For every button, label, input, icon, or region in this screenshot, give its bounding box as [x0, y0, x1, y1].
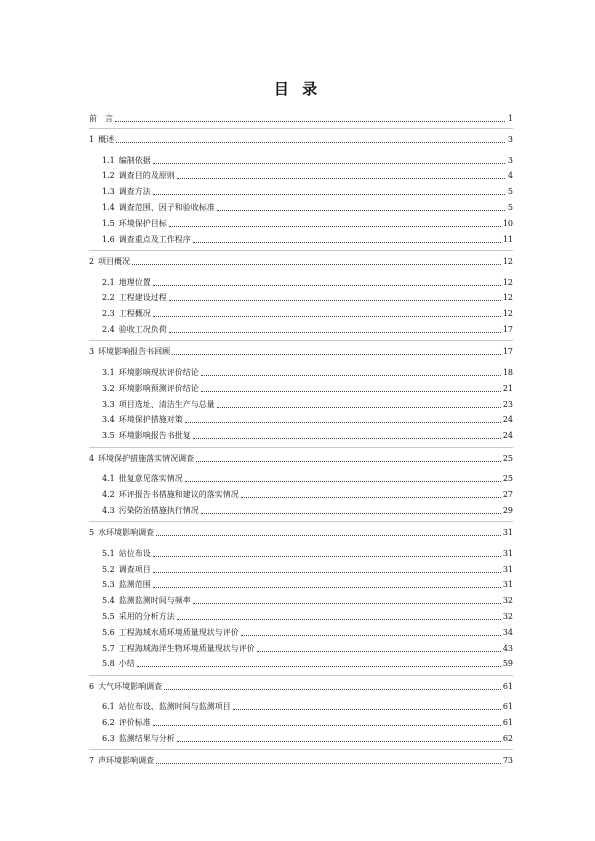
toc-section-entry[interactable] [102, 398, 513, 410]
toc-section-entry[interactable] [102, 291, 513, 303]
dot-leader [196, 461, 501, 462]
toc-entry-label: 环境保护措施对策 [118, 415, 183, 425]
toc-entry-page-number: 12 [502, 293, 513, 303]
chapter-divider [89, 749, 513, 750]
toc-entry-number: 5.4 [102, 596, 115, 606]
dot-leader [193, 603, 501, 604]
toc-entry-label: 环境影响预测评价结论 [118, 383, 199, 393]
toc-entry-number: 5.1 [102, 548, 115, 558]
toc-entry-label: 站位布设 [118, 548, 151, 558]
toc-entry-number: 3.1 [102, 367, 115, 377]
toc-section-entry[interactable] [102, 323, 513, 335]
toc-entry-label: 声环境影响调查 [98, 756, 155, 766]
dot-leader [153, 572, 501, 573]
dot-leader [177, 178, 505, 179]
toc-entry-page-number: 12 [502, 257, 513, 266]
toc-section-entry[interactable] [102, 657, 513, 669]
toc-entry-page-number: 25 [502, 474, 513, 484]
toc-entry-number: 5.5 [102, 611, 115, 621]
toc-entry-page-number: 73 [502, 756, 513, 766]
dot-leader [156, 535, 501, 536]
chapter-divider [89, 675, 513, 676]
toc-entry-label: 小结 [118, 659, 135, 669]
toc-entry-page-number: 32 [502, 611, 513, 621]
toc-entry-number: 3.2 [102, 383, 115, 393]
toc-entry-label: 监测监测时间与频率 [118, 596, 191, 606]
toc-chapter-entry[interactable] [89, 680, 513, 692]
toc-entry-page-number: 4 [507, 171, 513, 181]
toc-entry-label: 环评报告书措施和建议的落实情况 [118, 489, 239, 499]
toc-entry-page-number: 17 [502, 324, 513, 334]
toc-entry-label: 调查范围、因子和验收标准 [118, 202, 215, 212]
dot-leader [201, 391, 501, 392]
toc-section-entry[interactable] [102, 382, 513, 394]
dot-leader [156, 763, 501, 764]
dot-leader [153, 194, 505, 195]
toc-section-entry[interactable] [102, 700, 513, 712]
toc-entry-number: 7 [89, 756, 95, 766]
dot-leader [153, 556, 501, 557]
toc-entry-number: 5.8 [102, 659, 115, 669]
dot-leader [241, 635, 501, 636]
dot-leader [153, 587, 501, 588]
toc-entry-number: 6.3 [102, 733, 115, 743]
toc-section-entry[interactable] [102, 594, 513, 606]
toc-entry-page-number: 23 [502, 399, 513, 409]
toc-entry-number: 6 [89, 681, 95, 691]
dot-leader [177, 619, 501, 620]
toc-entry-page-number: 31 [502, 528, 513, 538]
toc-entry-page-number: 12 [502, 309, 513, 319]
toc-entry-number: 2.3 [102, 309, 115, 319]
toc-entry-label: 工程建设过程 [118, 293, 167, 303]
dot-leader [177, 741, 501, 742]
dot-leader [132, 264, 501, 265]
toc-entry-page-number: 31 [502, 564, 513, 574]
dot-leader [201, 375, 501, 376]
dot-leader [153, 316, 501, 317]
toc-section-entry[interactable] [102, 716, 513, 728]
toc-entry-number: 3 [89, 347, 95, 357]
toc-entry-label: 环境影响报告书回顾 [98, 347, 171, 357]
toc-entry-page-number: 1 [507, 114, 513, 123]
toc-entry-number: 3.5 [102, 431, 115, 441]
dot-leader [153, 725, 501, 726]
toc-entry-number: 1.3 [102, 187, 115, 197]
toc-entry-label: 评价标准 [118, 718, 151, 728]
toc-chapter-entry[interactable] [89, 345, 513, 357]
toc-entry-page-number: 24 [502, 431, 513, 441]
toc-section-entry[interactable] [102, 642, 513, 654]
toc-entry-label: 工程海域水质环境质量现状与评价 [118, 627, 239, 637]
toc-section-entry[interactable] [102, 626, 513, 638]
toc-entry-label: 调查项目 [118, 564, 151, 574]
toc-section-entry[interactable] [102, 578, 513, 590]
toc-entry-label: 工程海域海洋生物环境质量现状与评价 [118, 643, 255, 653]
toc-entry-page-number: 31 [502, 548, 513, 558]
toc-chapter-entry[interactable] [89, 133, 513, 145]
toc-entry-label: 验收工况负荷 [118, 324, 167, 334]
toc-entry-label: 地理位置 [118, 277, 151, 287]
toc-entry-page-number: 43 [502, 643, 513, 653]
toc-entry-label: 项目概况 [98, 257, 131, 266]
dot-leader [193, 242, 501, 243]
toc-entry-page-number: 5 [507, 202, 513, 212]
toc-entry-page-number: 25 [502, 453, 513, 463]
toc-entry-number: 1.5 [102, 218, 115, 228]
dot-leader [153, 163, 505, 164]
toc-entry-label: 监测范围 [118, 580, 151, 590]
toc-entry-label: 调查目的及原则 [118, 171, 175, 181]
toc-section-entry[interactable] [102, 429, 513, 441]
toc-entry-label: 编制依据 [118, 155, 151, 165]
toc-entry-label: 工程概况 [118, 309, 151, 319]
toc-entry-label: 环境保护目标 [118, 218, 167, 228]
toc-entry-label: 概述 [98, 135, 115, 144]
toc-entry-label: 调查方法 [118, 187, 151, 197]
toc-entry-label: 环境保护措施落实情况调查 [98, 453, 195, 463]
toc-entry-number: 1.6 [102, 234, 115, 244]
toc-entry-number: 2.2 [102, 293, 115, 303]
toc-entry-page-number: 17 [502, 347, 513, 357]
toc-entry-page-number: 5 [507, 187, 513, 197]
toc-entry-page-number: 31 [502, 580, 513, 590]
dot-leader [169, 332, 501, 333]
toc-entry-label: 批复意见落实情况 [118, 474, 183, 484]
chapter-divider [89, 250, 513, 251]
toc-entry-number: 4.1 [102, 474, 115, 484]
toc-entry-number: 3.3 [102, 399, 115, 409]
toc-entry-number: 2.1 [102, 277, 115, 287]
toc-section-entry[interactable] [102, 169, 513, 181]
toc-section-entry[interactable] [102, 488, 513, 500]
toc-section-entry[interactable] [102, 366, 513, 378]
toc-entry-page-number: 24 [502, 415, 513, 425]
toc-entry-number: 3.4 [102, 415, 115, 425]
toc-section-entry[interactable] [102, 201, 513, 213]
toc-chapter-entry[interactable] [89, 452, 513, 464]
toc-entry-page-number: 27 [502, 489, 513, 499]
toc-entry-number: 2 [89, 257, 95, 266]
toc-entry-number: 1 [89, 135, 95, 144]
toc-entry-page-number: 18 [502, 367, 513, 377]
toc-entry-page-number: 61 [502, 702, 513, 712]
toc-section-entry[interactable] [102, 547, 513, 559]
dot-leader [185, 481, 501, 482]
toc-entry-number: 5.3 [102, 580, 115, 590]
toc-entry-label: 调查重点及工作程序 [118, 234, 191, 244]
toc-entry-number: 6.2 [102, 718, 115, 728]
dot-leader [241, 497, 501, 498]
dot-leader [257, 651, 501, 652]
page-title: 目 录 [273, 80, 322, 98]
toc-entry-number: 5 [89, 528, 95, 538]
toc-entry-number: 4.2 [102, 489, 115, 499]
toc-section-entry[interactable] [102, 154, 513, 166]
toc-entry-page-number: 29 [502, 505, 513, 515]
chapter-divider [89, 128, 513, 129]
toc-entry-label: 采用的分析方法 [118, 611, 175, 621]
chapter-divider [89, 521, 513, 522]
toc-entry-page-number: 61 [502, 681, 513, 691]
toc-entry-page-number: 10 [502, 218, 513, 228]
dot-leader [233, 709, 501, 710]
toc-entry-label: 环境影响报告书批复 [118, 431, 191, 441]
dot-leader [153, 285, 501, 286]
toc-entry-number: 2.4 [102, 324, 115, 334]
chapter-divider [89, 447, 513, 448]
toc-entry-label: 前 言 [89, 114, 113, 123]
toc-entry-label: 水环境影响调查 [98, 528, 155, 538]
toc-entry-label: 项目选址、清洁生产与总量 [118, 399, 215, 409]
toc-entry-number: 5.7 [102, 643, 115, 653]
toc-entry-page-number: 32 [502, 596, 513, 606]
toc-entry-label: 监测结果与分析 [118, 733, 175, 743]
dot-leader [137, 666, 501, 667]
dot-leader [164, 689, 501, 690]
dot-leader [172, 354, 501, 355]
toc-section-entry[interactable] [102, 185, 513, 197]
toc-section-entry[interactable] [102, 563, 513, 575]
toc-entry-label: 站位布设、监测时间与监测项目 [118, 702, 231, 712]
chapter-divider [89, 340, 513, 341]
toc-entry-number: 4 [89, 453, 95, 463]
toc-section-entry[interactable] [102, 504, 513, 516]
toc-chapter-entry[interactable] [89, 754, 513, 766]
toc-section-entry[interactable] [102, 233, 513, 245]
toc-entry-number: 6.1 [102, 702, 115, 712]
toc-entry-label: 环境影响现状评价结论 [118, 367, 199, 377]
toc-chapter-entry[interactable] [89, 255, 513, 267]
toc-entry-number: 1.1 [102, 155, 115, 165]
toc-entry-page-number: 21 [502, 383, 513, 393]
toc-entry-number: 5.6 [102, 627, 115, 637]
dot-leader [169, 300, 501, 301]
toc-section-entry[interactable] [102, 472, 513, 484]
toc-chapter-entry[interactable] [89, 526, 513, 538]
toc-entry-label: 大气环境影响调查 [98, 681, 163, 691]
dot-leader [217, 407, 501, 408]
toc-section-entry[interactable] [102, 732, 513, 744]
toc-entry-number: 1.4 [102, 202, 115, 212]
toc-entry-label: 污染防治措施执行情况 [118, 505, 199, 515]
toc-section-entry[interactable] [102, 307, 513, 319]
dot-leader [193, 438, 501, 439]
toc-entry-page-number: 3 [507, 155, 513, 165]
toc-section-entry[interactable] [102, 276, 513, 288]
toc-section-entry[interactable] [102, 413, 513, 425]
dot-leader [217, 210, 505, 211]
dot-leader [116, 142, 505, 143]
toc-entry-page-number: 11 [502, 234, 513, 244]
toc-entry-page-number: 61 [502, 718, 513, 728]
toc-section-entry[interactable] [102, 217, 513, 229]
dot-leader [115, 121, 505, 122]
toc-section-entry[interactable] [102, 610, 513, 622]
toc-entry-page-number: 34 [502, 627, 513, 637]
dot-leader [185, 422, 501, 423]
dot-leader [201, 513, 501, 514]
toc-entry-page-number: 62 [502, 733, 513, 743]
toc-entry-number: 1.2 [102, 171, 115, 181]
toc-chapter-entry[interactable] [89, 112, 513, 124]
toc-entry-number: 4.3 [102, 505, 115, 515]
toc-entry-page-number: 59 [502, 659, 513, 669]
toc-entry-page-number: 3 [507, 135, 513, 144]
toc-entry-page-number: 12 [502, 277, 513, 287]
toc-entry-number: 5.2 [102, 564, 115, 574]
dot-leader [169, 226, 501, 227]
